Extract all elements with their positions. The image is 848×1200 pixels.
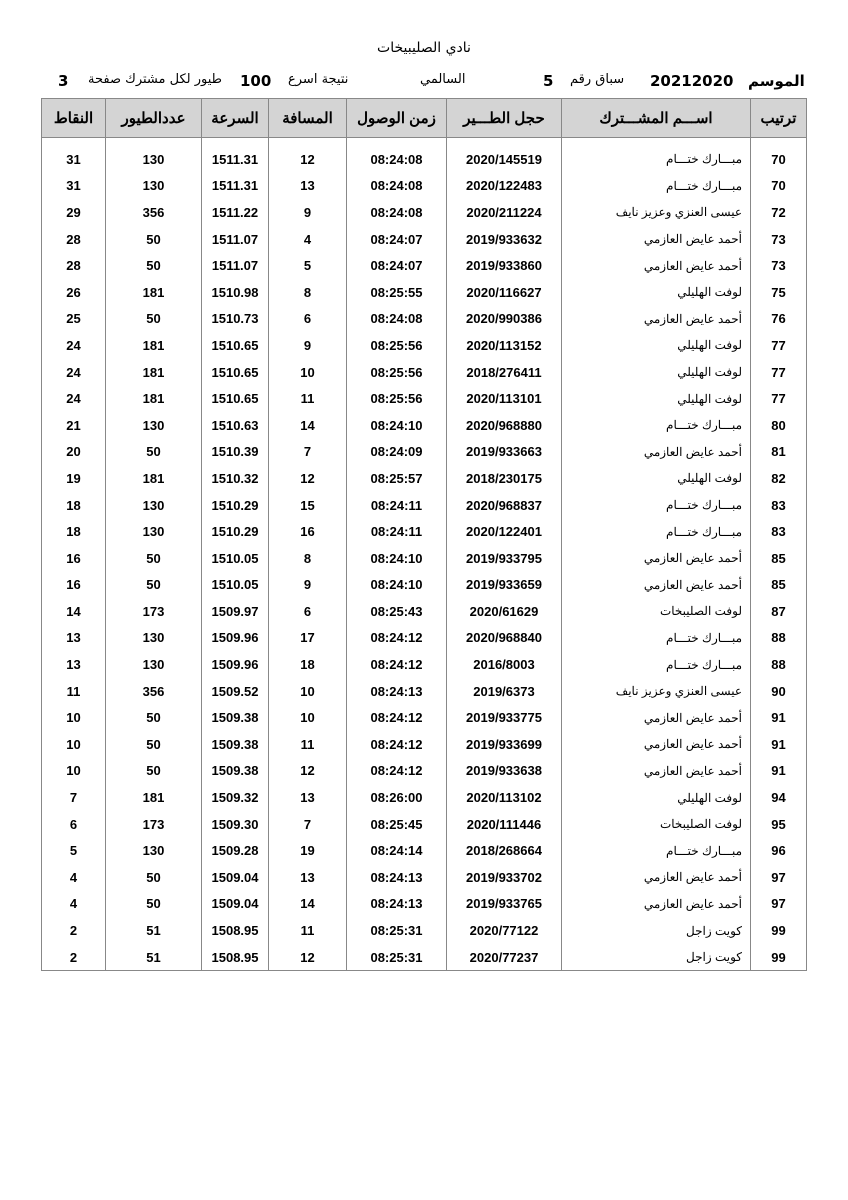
cell-speed: 1510.29 (202, 492, 269, 519)
cell-birds: 50 (106, 731, 202, 758)
cell-distance: 8 (269, 545, 347, 572)
cell-speed: 1509.96 (202, 651, 269, 678)
cell-arrival: 08:24:11 (347, 518, 447, 545)
cell-ring: 2018/276411 (447, 359, 562, 386)
cell-points: 16 (42, 545, 106, 572)
cell-points: 14 (42, 598, 106, 625)
cell-points: 6 (42, 811, 106, 838)
col-rank: ترتيب (751, 99, 807, 138)
cell-speed: 1511.07 (202, 226, 269, 253)
cell-distance: 12 (269, 758, 347, 785)
cell-points: 2 (42, 944, 106, 971)
cell-name: مبـــارك ختـــام (562, 146, 751, 173)
cell-speed: 1510.65 (202, 385, 269, 412)
cell-distance: 18 (269, 651, 347, 678)
page-number: 3 (58, 72, 69, 90)
table-row (42, 944, 807, 971)
cell-rank: 75 (751, 279, 807, 306)
cell-rank: 90 (751, 678, 807, 705)
cell-speed: 1510.65 (202, 359, 269, 386)
cell-speed: 1510.32 (202, 465, 269, 492)
cell-speed: 1508.95 (202, 944, 269, 971)
cell-arrival: 08:24:09 (347, 439, 447, 466)
cell-rank: 82 (751, 465, 807, 492)
table-row (42, 545, 807, 572)
cell-birds: 130 (106, 173, 202, 200)
table-row (42, 332, 807, 359)
cell-name: عيسى العنزي وعزيز نايف (562, 678, 751, 705)
cell-arrival: 08:25:56 (347, 332, 447, 359)
cell-distance: 10 (269, 704, 347, 731)
cell-birds: 50 (106, 891, 202, 918)
cell-ring: 2020/211224 (447, 199, 562, 226)
season-label: الموسم (748, 72, 805, 90)
cell-birds: 181 (106, 784, 202, 811)
cell-ring: 2019/933702 (447, 864, 562, 891)
cell-arrival: 08:24:08 (347, 199, 447, 226)
cell-birds: 130 (106, 146, 202, 173)
cell-speed: 1509.04 (202, 864, 269, 891)
table-row (42, 359, 807, 386)
cell-ring: 2020/968837 (447, 492, 562, 519)
cell-points: 21 (42, 412, 106, 439)
col-birds: عددالطيور (106, 99, 202, 138)
cell-ring: 2019/933765 (447, 891, 562, 918)
cell-rank: 72 (751, 199, 807, 226)
cell-birds: 50 (106, 864, 202, 891)
cell-name: لوفت الهليلي (562, 385, 751, 412)
cell-arrival: 08:24:12 (347, 758, 447, 785)
cell-name: أحمد عايض العازمي (562, 226, 751, 253)
cell-speed: 1510.73 (202, 306, 269, 333)
cell-birds: 51 (106, 917, 202, 944)
cell-ring: 2020/113102 (447, 784, 562, 811)
cell-ring: 2020/122483 (447, 173, 562, 200)
cell-points: 20 (42, 439, 106, 466)
cell-name: لوفت الهليلي (562, 465, 751, 492)
cell-distance: 8 (269, 279, 347, 306)
cell-rank: 73 (751, 252, 807, 279)
cell-rank: 95 (751, 811, 807, 838)
cell-name: أحمد عايض العازمي (562, 864, 751, 891)
cell-birds: 130 (106, 492, 202, 519)
table-row (42, 572, 807, 599)
race-label: سباق رقم (570, 72, 625, 87)
cell-ring: 2020/61629 (447, 598, 562, 625)
cell-distance: 11 (269, 385, 347, 412)
cell-name: أحمد عايض العازمي (562, 306, 751, 333)
cell-ring: 2019/933699 (447, 731, 562, 758)
cell-name: كويت زاجل (562, 944, 751, 971)
cell-ring: 2020/77237 (447, 944, 562, 971)
cell-rank: 91 (751, 731, 807, 758)
cell-arrival: 08:25:57 (347, 465, 447, 492)
season-value: 20212020 (650, 72, 734, 90)
cell-rank: 85 (751, 545, 807, 572)
table-row (42, 173, 807, 200)
location: السالمي (420, 72, 466, 87)
cell-rank: 99 (751, 944, 807, 971)
cell-birds: 181 (106, 465, 202, 492)
col-points: النقاط (42, 99, 106, 138)
cell-birds: 173 (106, 598, 202, 625)
cell-ring: 2019/6373 (447, 678, 562, 705)
cell-ring: 2019/933860 (447, 252, 562, 279)
table-row (42, 385, 807, 412)
table-row (42, 625, 807, 652)
cell-rank: 88 (751, 625, 807, 652)
cell-name: لوفت الصليبخات (562, 811, 751, 838)
cell-arrival: 08:25:55 (347, 279, 447, 306)
cell-rank: 85 (751, 572, 807, 599)
cell-distance: 10 (269, 678, 347, 705)
fastest-value: 100 (240, 72, 272, 90)
cell-points: 24 (42, 359, 106, 386)
cell-name: مبـــارك ختـــام (562, 651, 751, 678)
cell-rank: 73 (751, 226, 807, 253)
cell-rank: 77 (751, 332, 807, 359)
cell-birds: 181 (106, 385, 202, 412)
cell-speed: 1510.39 (202, 439, 269, 466)
cell-name: عيسى العنزي وعزيز نايف (562, 199, 751, 226)
cell-points: 7 (42, 784, 106, 811)
cell-distance: 19 (269, 837, 347, 864)
cell-rank: 91 (751, 704, 807, 731)
cell-distance: 13 (269, 173, 347, 200)
cell-points: 31 (42, 146, 106, 173)
cell-speed: 1509.52 (202, 678, 269, 705)
cell-rank: 80 (751, 412, 807, 439)
club-title: نادي الصليبيخات (377, 40, 471, 56)
cell-birds: 50 (106, 572, 202, 599)
race-value: 5 (543, 72, 554, 90)
table-row (42, 758, 807, 785)
cell-name: أحمد عايض العازمي (562, 891, 751, 918)
cell-points: 16 (42, 572, 106, 599)
table-row (42, 704, 807, 731)
cell-arrival: 08:24:13 (347, 678, 447, 705)
table-row (42, 252, 807, 279)
cell-points: 28 (42, 252, 106, 279)
cell-speed: 1511.31 (202, 146, 269, 173)
table-row (42, 678, 807, 705)
cell-rank: 83 (751, 518, 807, 545)
cell-distance: 9 (269, 572, 347, 599)
cell-distance: 15 (269, 492, 347, 519)
cell-arrival: 08:25:31 (347, 917, 447, 944)
cell-distance: 16 (269, 518, 347, 545)
cell-name: أحمد عايض العازمي (562, 439, 751, 466)
cell-distance: 13 (269, 864, 347, 891)
cell-rank: 91 (751, 758, 807, 785)
cell-distance: 17 (269, 625, 347, 652)
cell-speed: 1511.31 (202, 173, 269, 200)
cell-arrival: 08:25:31 (347, 944, 447, 971)
cell-speed: 1511.22 (202, 199, 269, 226)
cell-name: أحمد عايض العازمي (562, 704, 751, 731)
cell-speed: 1510.29 (202, 518, 269, 545)
cell-name: مبـــارك ختـــام (562, 412, 751, 439)
cell-birds: 50 (106, 306, 202, 333)
cell-speed: 1510.65 (202, 332, 269, 359)
cell-ring: 2018/268664 (447, 837, 562, 864)
cell-points: 4 (42, 864, 106, 891)
cell-speed: 1509.38 (202, 731, 269, 758)
table-row (42, 439, 807, 466)
results-table (41, 98, 807, 971)
table-row (42, 917, 807, 944)
cell-points: 10 (42, 704, 106, 731)
table-row (42, 837, 807, 864)
cell-distance: 9 (269, 332, 347, 359)
cell-ring: 2020/122401 (447, 518, 562, 545)
cell-points: 18 (42, 518, 106, 545)
cell-arrival: 08:26:00 (347, 784, 447, 811)
cell-name: أحمد عايض العازمي (562, 572, 751, 599)
cell-distance: 11 (269, 731, 347, 758)
cell-speed: 1509.97 (202, 598, 269, 625)
cell-arrival: 08:24:08 (347, 146, 447, 173)
cell-birds: 130 (106, 625, 202, 652)
cell-rank: 76 (751, 306, 807, 333)
cell-birds: 181 (106, 359, 202, 386)
cell-birds: 181 (106, 332, 202, 359)
cell-points: 24 (42, 385, 106, 412)
header-row (42, 99, 807, 138)
cell-points: 10 (42, 758, 106, 785)
cell-birds: 51 (106, 944, 202, 971)
cell-name: مبـــارك ختـــام (562, 173, 751, 200)
cell-points: 10 (42, 731, 106, 758)
cell-ring: 2019/933775 (447, 704, 562, 731)
cell-speed: 1509.96 (202, 625, 269, 652)
table-row (42, 226, 807, 253)
cell-rank: 97 (751, 864, 807, 891)
cell-arrival: 08:25:45 (347, 811, 447, 838)
cell-rank: 99 (751, 917, 807, 944)
cell-points: 13 (42, 651, 106, 678)
cell-ring: 2019/933659 (447, 572, 562, 599)
cell-speed: 1508.95 (202, 917, 269, 944)
cell-distance: 11 (269, 917, 347, 944)
table-row (42, 731, 807, 758)
cell-arrival: 08:24:08 (347, 173, 447, 200)
cell-distance: 7 (269, 811, 347, 838)
cell-rank: 88 (751, 651, 807, 678)
cell-birds: 130 (106, 651, 202, 678)
table-row (42, 598, 807, 625)
cell-birds: 130 (106, 518, 202, 545)
table-row (42, 864, 807, 891)
col-speed: السرعة (202, 99, 269, 138)
table-row (42, 199, 807, 226)
cell-ring: 2019/933663 (447, 439, 562, 466)
cell-rank: 96 (751, 837, 807, 864)
cell-distance: 7 (269, 439, 347, 466)
cell-arrival: 08:24:12 (347, 625, 447, 652)
cell-points: 18 (42, 492, 106, 519)
cell-rank: 83 (751, 492, 807, 519)
cell-rank: 70 (751, 146, 807, 173)
cell-name: أحمد عايض العازمي (562, 731, 751, 758)
cell-speed: 1509.28 (202, 837, 269, 864)
cell-points: 2 (42, 917, 106, 944)
table-row (42, 492, 807, 519)
cell-ring: 2020/990386 (447, 306, 562, 333)
cell-rank: 97 (751, 891, 807, 918)
cell-distance: 10 (269, 359, 347, 386)
cell-arrival: 08:24:07 (347, 252, 447, 279)
cell-name: لوفت الصليبخات (562, 598, 751, 625)
cell-points: 24 (42, 332, 106, 359)
cell-ring: 2019/933638 (447, 758, 562, 785)
cell-birds: 50 (106, 545, 202, 572)
cell-arrival: 08:24:10 (347, 545, 447, 572)
cell-ring: 2020/113152 (447, 332, 562, 359)
cell-distance: 14 (269, 891, 347, 918)
cell-arrival: 08:24:14 (347, 837, 447, 864)
table-row (42, 306, 807, 333)
cell-distance: 6 (269, 598, 347, 625)
table-row (42, 651, 807, 678)
cell-distance: 9 (269, 199, 347, 226)
cell-arrival: 08:24:12 (347, 704, 447, 731)
cell-birds: 356 (106, 678, 202, 705)
cell-distance: 12 (269, 944, 347, 971)
cell-points: 19 (42, 465, 106, 492)
cell-points: 11 (42, 678, 106, 705)
table-row (42, 279, 807, 306)
cell-rank: 77 (751, 385, 807, 412)
cell-arrival: 08:25:43 (347, 598, 447, 625)
cell-speed: 1509.38 (202, 704, 269, 731)
col-distance: المسافة (269, 99, 347, 138)
col-name: اســـم المشـــترك (562, 99, 751, 138)
cell-points: 28 (42, 226, 106, 253)
cell-rank: 81 (751, 439, 807, 466)
cell-arrival: 08:24:10 (347, 572, 447, 599)
cell-ring: 2016/8003 (447, 651, 562, 678)
cell-speed: 1510.98 (202, 279, 269, 306)
cell-speed: 1509.30 (202, 811, 269, 838)
cell-birds: 356 (106, 199, 202, 226)
cell-birds: 50 (106, 252, 202, 279)
cell-speed: 1510.05 (202, 572, 269, 599)
cell-name: مبـــارك ختـــام (562, 837, 751, 864)
cell-ring: 2020/77122 (447, 917, 562, 944)
cell-points: 13 (42, 625, 106, 652)
cell-arrival: 08:24:07 (347, 226, 447, 253)
cell-ring: 2018/230175 (447, 465, 562, 492)
cell-speed: 1511.07 (202, 252, 269, 279)
cell-rank: 70 (751, 173, 807, 200)
cell-arrival: 08:24:12 (347, 651, 447, 678)
cell-birds: 50 (106, 439, 202, 466)
cell-birds: 50 (106, 758, 202, 785)
cell-birds: 181 (106, 279, 202, 306)
cell-points: 31 (42, 173, 106, 200)
cell-ring: 2019/933795 (447, 545, 562, 572)
table-row (42, 811, 807, 838)
cell-name: لوفت الهليلي (562, 784, 751, 811)
col-ring: حجل الطـــير (447, 99, 562, 138)
birds-per-member-label: طيور لكل مشترك صفحة (88, 72, 222, 87)
cell-ring: 2020/113101 (447, 385, 562, 412)
cell-name: مبـــارك ختـــام (562, 625, 751, 652)
cell-arrival: 08:25:56 (347, 385, 447, 412)
cell-ring: 2020/116627 (447, 279, 562, 306)
cell-points: 26 (42, 279, 106, 306)
cell-name: لوفت الهليلي (562, 359, 751, 386)
fastest-label: نتيجة اسرع (288, 72, 349, 87)
cell-distance: 6 (269, 306, 347, 333)
cell-distance: 12 (269, 146, 347, 173)
cell-name: مبـــارك ختـــام (562, 492, 751, 519)
cell-distance: 13 (269, 784, 347, 811)
col-arrival: زمن الوصول (347, 99, 447, 138)
cell-name: كويت زاجل (562, 917, 751, 944)
cell-name: لوفت الهليلي (562, 279, 751, 306)
cell-distance: 4 (269, 226, 347, 253)
cell-arrival: 08:25:56 (347, 359, 447, 386)
table-row (42, 891, 807, 918)
cell-distance: 5 (269, 252, 347, 279)
table-row (42, 518, 807, 545)
cell-rank: 87 (751, 598, 807, 625)
cell-birds: 130 (106, 837, 202, 864)
cell-speed: 1510.05 (202, 545, 269, 572)
cell-speed: 1509.32 (202, 784, 269, 811)
cell-ring: 2019/933632 (447, 226, 562, 253)
cell-name: أحمد عايض العازمي (562, 545, 751, 572)
cell-arrival: 08:24:13 (347, 891, 447, 918)
cell-rank: 77 (751, 359, 807, 386)
cell-points: 4 (42, 891, 106, 918)
table-row (42, 784, 807, 811)
cell-birds: 173 (106, 811, 202, 838)
cell-birds: 50 (106, 226, 202, 253)
cell-arrival: 08:24:12 (347, 731, 447, 758)
cell-points: 25 (42, 306, 106, 333)
cell-distance: 12 (269, 465, 347, 492)
cell-name: أحمد عايض العازمي (562, 252, 751, 279)
cell-speed: 1509.38 (202, 758, 269, 785)
cell-arrival: 08:24:11 (347, 492, 447, 519)
cell-ring: 2020/968840 (447, 625, 562, 652)
cell-name: لوفت الهليلي (562, 332, 751, 359)
cell-birds: 50 (106, 704, 202, 731)
cell-ring: 2020/111446 (447, 811, 562, 838)
table-row (42, 146, 807, 173)
cell-arrival: 08:24:13 (347, 864, 447, 891)
cell-ring: 2020/145519 (447, 146, 562, 173)
table-row (42, 465, 807, 492)
cell-name: أحمد عايض العازمي (562, 758, 751, 785)
cell-ring: 2020/968880 (447, 412, 562, 439)
cell-points: 29 (42, 199, 106, 226)
table-row (42, 412, 807, 439)
cell-distance: 14 (269, 412, 347, 439)
cell-arrival: 08:24:10 (347, 412, 447, 439)
cell-speed: 1509.04 (202, 891, 269, 918)
cell-speed: 1510.63 (202, 412, 269, 439)
cell-points: 5 (42, 837, 106, 864)
cell-arrival: 08:24:08 (347, 306, 447, 333)
cell-rank: 94 (751, 784, 807, 811)
cell-birds: 130 (106, 412, 202, 439)
cell-name: مبـــارك ختـــام (562, 518, 751, 545)
